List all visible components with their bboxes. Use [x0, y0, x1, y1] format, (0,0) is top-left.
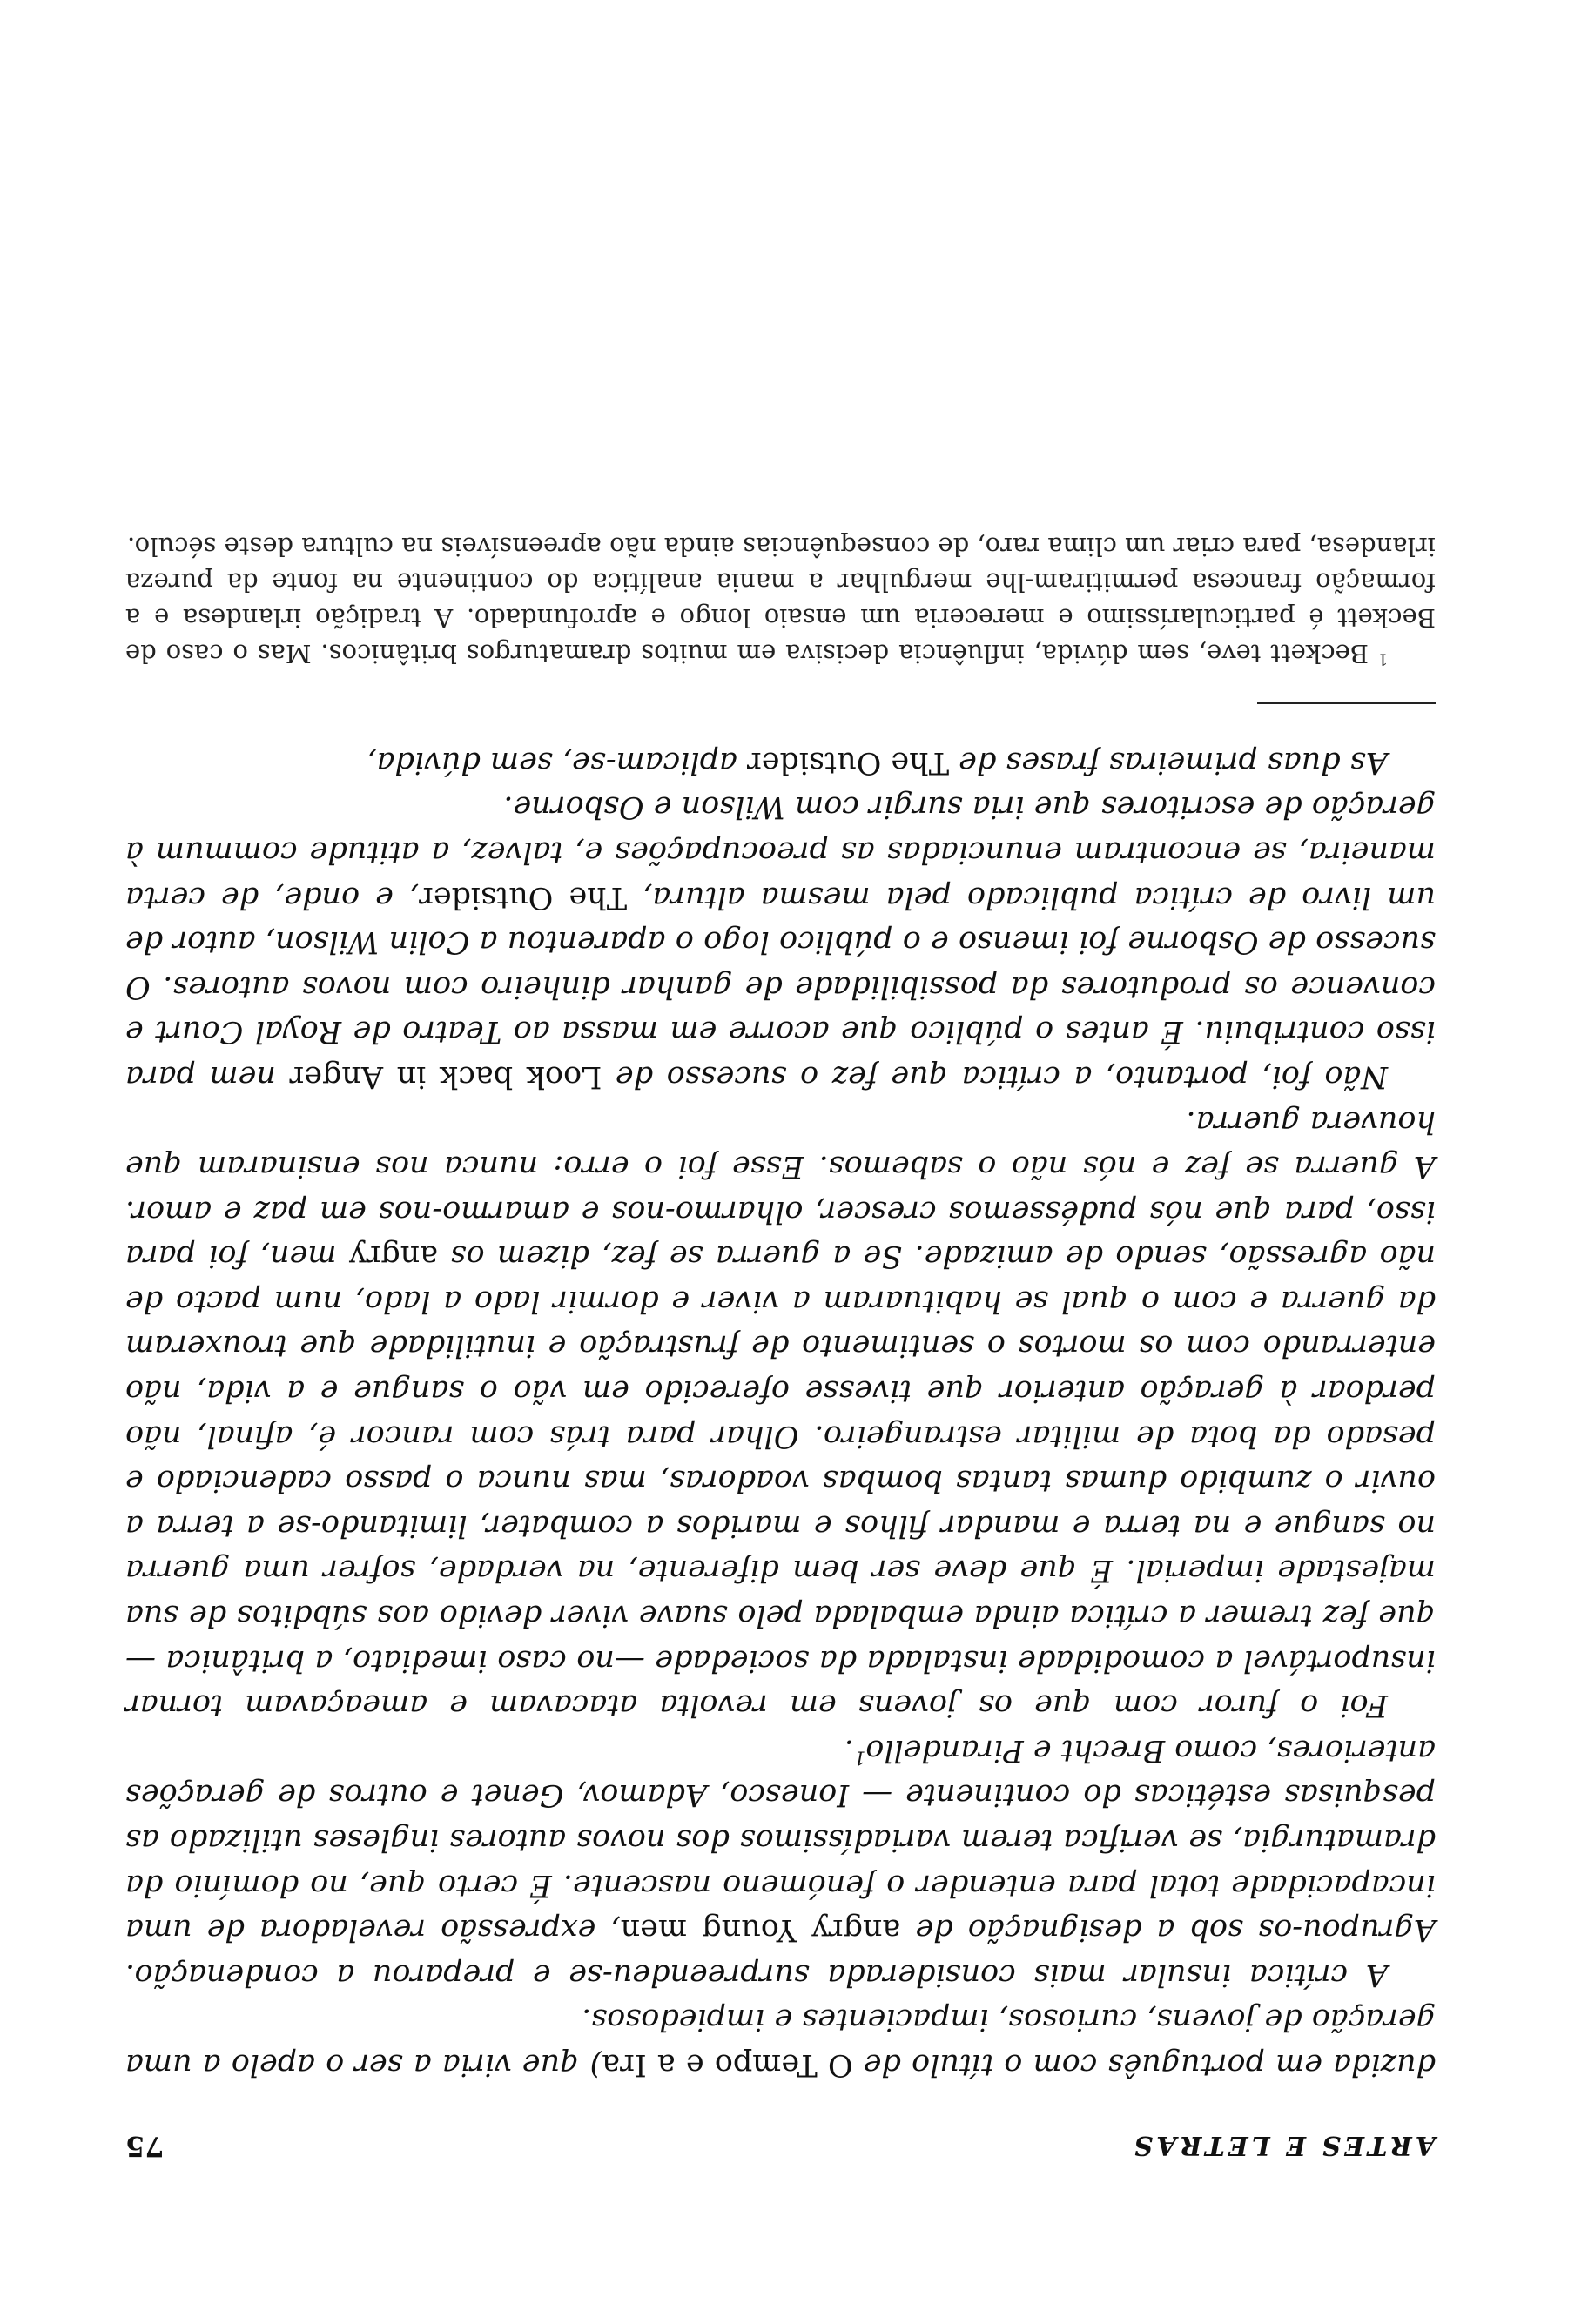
book-title-outsider: The Outsider [419, 879, 628, 915]
term-angry: angry [348, 1239, 439, 1274]
play-title: O Tempo e a Ira [602, 2047, 853, 2082]
running-title: ARTES E LETRAS [1130, 2130, 1436, 2160]
paragraph-4: Não foi, portanto, a crítica que fez o sucesso de Look back in Anger nem para isso contribuiu. É antes o público que acorre em massa ao Teatro de Royal Court e convence os produtores da possibilidade de ganhar dinheiro com novos autores. O sucesso de Osborne foi imenso e o público logo o aparentou a Colin Wilson, autor de um livro de crítica publicado pela mesma altura, The Outsider, e onde, de certa maneira, se encontram enunciadas as preocupações e, talvez, a atitude commum à geração de escritores que iria surgir com Wilson e Osborne. [125, 789, 1436, 1094]
page-number: 75 [125, 2130, 165, 2163]
paragraph-1: duzida em português com o título de O Tempo e a Ira) que viria a ser o apelo a uma geração de jovens, curiosos, impacientes e impiedosos. [124, 2002, 1436, 2082]
footnote-text: Beckett teve, sem dúvida, influência decisiva em muitos dramaturgos britânicos. Mas o caso de Beckett é particularíssimo e mereceria um ensaio longo e aprofundado. A tradição irlandesa e a formação francesa permitiram-lhe mergulhar a mania analítica do continente na fonte da pureza irlandesa, para criar um clima raro, de consequências ainda não apreensíveis na cultura deste século. [125, 532, 1436, 669]
paragraph-2: A crítica insular mais considerada surpreendeu-se e preparou a condenação. Agrupou-os sob a designação de angry Young men, expressão reveladora de uma incapacidade total para entender o fenómeno nascente. É certo que, no domínio da dramaturgia, se verifica terem variadíssimos dos novos autores ingleses utilizado as pesquisas estéticas do continente — Ionesco, Adamov, Genet e outros de gerações anteriores, como Brecht e Pirandello$^1$. [125, 1732, 1436, 1992]
footnote-marker: 1 [1377, 649, 1388, 668]
book-title-outsider-2: The Outsider [747, 744, 950, 780]
footnote-ref: 1 [853, 1747, 866, 1769]
footnote [125, 528, 1436, 671]
paragraph-3: Foi o furor com que os jovens em revolta atacavam e ameaçavam tornar insuportável a comodidade instalada da sociedade —no caso imediato, a britânica — que fez tremer a crítica ainda embalada pelo suave viver devido aos súbditos de sua majestade imperial. É que deve ser bem diferente, na verdade, sofrer uma guerra no sangue e na terra e mandar filhos e maridos a combater, limitando-se a terra a ouvir o zumbido dumas tantas bombas voadoras, mas nunca o passo cadenciado e pesado da bota de militar estrangeiro. Olhar para trás com rancor é, afinal, não perdoar à geração anterior que tivesse oferecido em vão o sangue e a vida, não enterrando com os mortos o sentimento de frustração e inutilidade que trouxeram da guerra e com o qual se habituaram a viver e dormir lado a lado, num pacto de não agressão, sendo de amizade. Se a guerra se fez, dizem os angry men, foi para isso, para que nós pudéssemos crescer, olharmo-nos e amarmo-nos em paz e amor. A guerra se fez e nós não o sabemos. Esse foi o erro: nunca nos ensinaram que houvera guerra. [125, 1104, 1436, 1723]
page-content [125, 528, 1436, 2163]
running-head [125, 2128, 1436, 2163]
play-title-look-back: Look back in Anger [289, 1058, 602, 1094]
term-angry-young-men: angry Young men [620, 1912, 901, 1948]
paragraph-5: As duas primeiras frases de The Outsider aplicam-se, sem dúvida, [367, 744, 1388, 780]
body-text [125, 739, 1436, 2086]
footnote-rule [1257, 702, 1436, 704]
